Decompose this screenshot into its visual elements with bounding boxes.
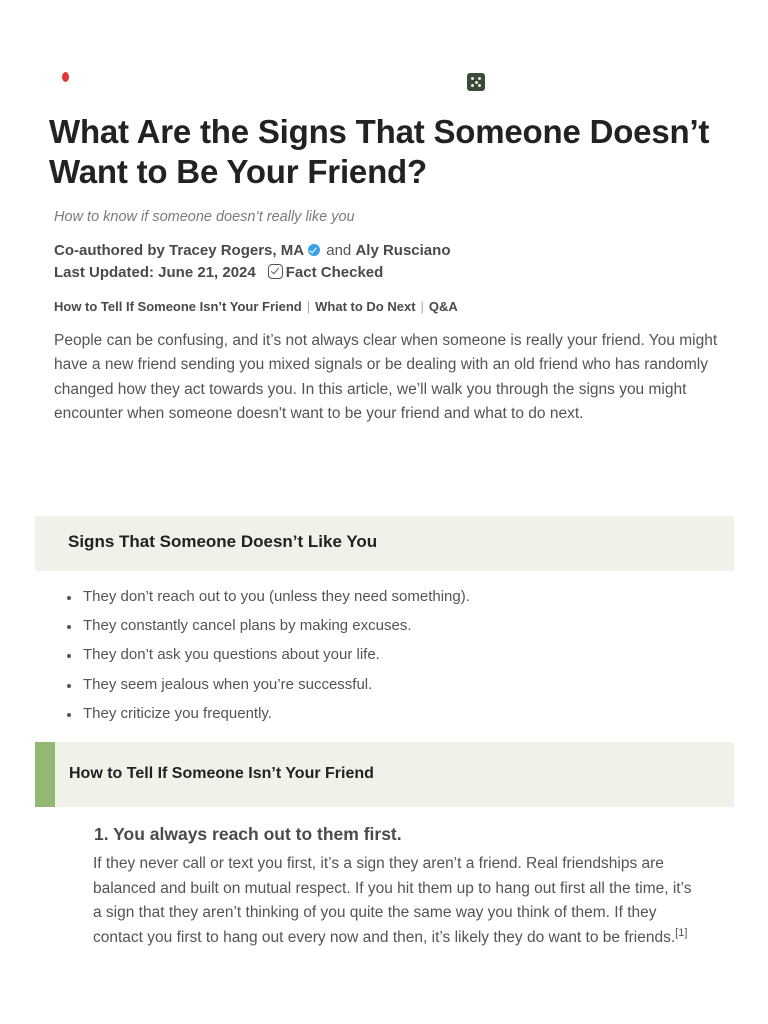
and-text: and <box>326 242 352 259</box>
list-item: They criticize you frequently. <box>83 703 470 732</box>
toc-item-how-to-tell[interactable]: How to Tell If Someone Isn’t Your Friend <box>54 299 302 314</box>
toc-item-what-to-do-next[interactable]: What to Do Next <box>315 299 416 314</box>
table-of-contents <box>54 299 458 314</box>
signs-summary-box <box>35 516 734 571</box>
intro-paragraph: People can be confusing, and it’s not always clear when someone is really your friend. You might have a new friend sending you mixed signals or be dealing with an old friend who has randomly changed how they act towards you. In this article, we’ll walk you through the signs you might encounter when someone doesn't want to be your friend and what to do next. <box>54 332 718 422</box>
author-link-tracey-rogers[interactable]: Tracey Rogers, MA <box>169 242 305 259</box>
signs-list <box>83 586 470 732</box>
fact-check-icon <box>268 264 283 279</box>
byline <box>54 240 450 284</box>
step-body <box>93 852 703 950</box>
last-updated: Last Updated: June 21, 2024 <box>54 264 256 281</box>
fact-checked-link[interactable]: Fact Checked <box>285 264 384 281</box>
step-body-text: If they never call or text you first, it’s a sign they aren’t a friend. Real friendships are balanced and built on mutual respect. If you hit them up to hang out first all the time, it’s a sign that they aren’t thinking of you quite the same way you think of them. If they contact you first to hang out every now and then, it’s likely they do want to be friends. <box>93 855 692 946</box>
coauthored-prefix: Co-authored by <box>54 242 165 259</box>
step-title: 1. You always reach out to them first. <box>94 824 402 844</box>
section-header <box>35 742 734 807</box>
list-item: They don’t reach out to you (unless they need something). <box>83 586 470 615</box>
signs-heading: Signs That Someone Doesn’t Like You <box>68 532 378 551</box>
list-item: They constantly cancel plans by making excuses. <box>83 615 470 644</box>
reference-link[interactable]: [1] <box>675 926 688 939</box>
logo-icon[interactable] <box>62 72 69 82</box>
toc-separator: | <box>306 299 311 314</box>
section-accent-bar <box>35 742 55 807</box>
author-link-aly-rusciano[interactable]: Aly Rusciano <box>355 242 451 259</box>
article-subtitle: How to know if someone doesn’t really like you <box>54 209 355 225</box>
list-item: They seem jealous when you’re successful. <box>83 674 470 703</box>
toc-item-qa[interactable]: Q&A <box>428 299 458 314</box>
page-title: What Are the Signs That Someone Doesn’t Want to Be Your Friend? <box>49 113 710 190</box>
dice-icon[interactable] <box>467 73 485 91</box>
toc-separator: | <box>420 299 424 314</box>
list-item: They don’t ask you questions about your life. <box>83 644 470 673</box>
section-heading: How to Tell If Someone Isn’t Your Friend <box>69 765 374 782</box>
verified-icon <box>308 244 320 256</box>
